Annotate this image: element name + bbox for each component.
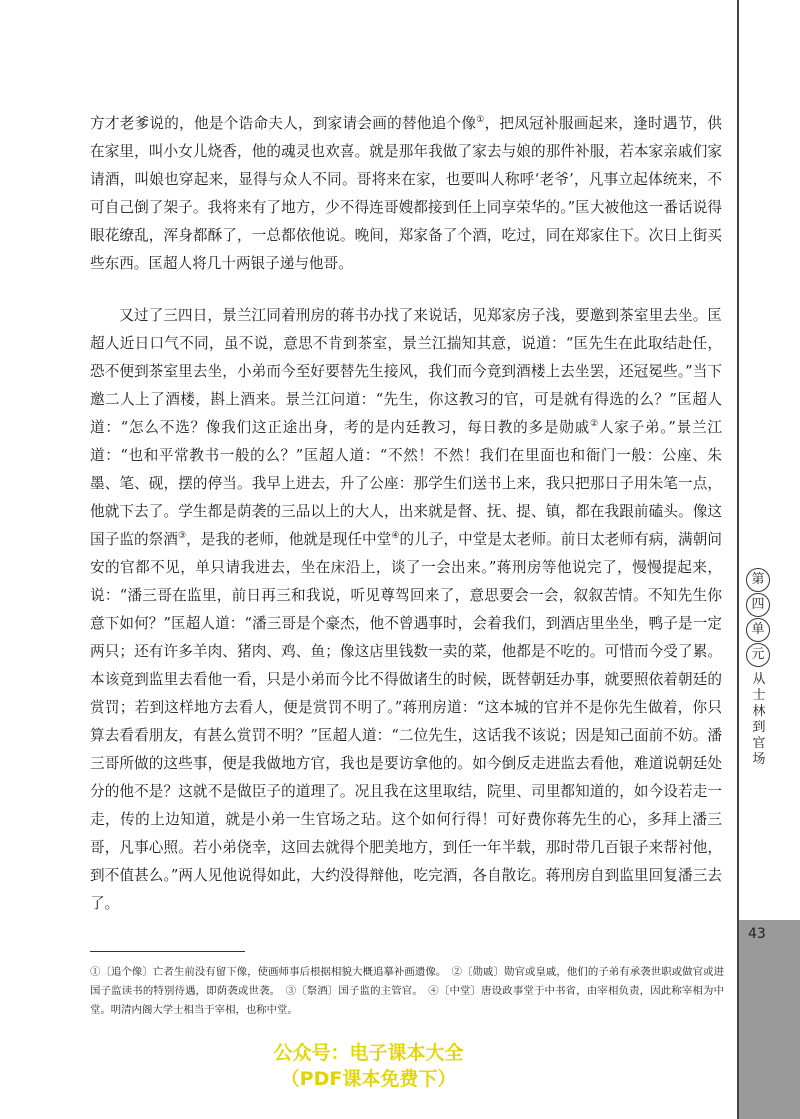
footnote-ref: ③ bbox=[177, 531, 187, 542]
page-number: 43 bbox=[748, 926, 766, 942]
text-run: 方才老爹说的，他是个诰命夫人，到家请会画的替他追个像 bbox=[90, 115, 477, 132]
text-run: 又过了三四日，景兰江同着刑房的蒋书办找了来说话，见郑家房子浅，要邀到茶室里去坐。匡超人近日口气不同，虽不说，意思不肯到茶室，景兰江揣知其意，说道：“匡先生在此取结赴任，恐不便到茶室里去坐，小弟而今至好要替先生接风，我们而今竟到酒楼上去坐罢，还冠冕些。”当下邀二人上了酒楼，斟上酒来。景兰江问道：“先生，你这教习的官，可是就有得选的么？”匡超人道：“怎么不选？像我们这正途出身，考的是内廷教习，每日教的多是勋戚 bbox=[90, 307, 722, 436]
unit-label bbox=[746, 568, 770, 668]
footnote-ref: ① bbox=[476, 115, 485, 126]
side-tab-lower bbox=[737, 920, 800, 1119]
side-tab-upper bbox=[737, 0, 800, 920]
footnote-divider bbox=[90, 951, 245, 952]
footnote-ref: ④ bbox=[391, 531, 400, 542]
text-run: 人家子弟。”景兰江道：“也和平常教书一般的么？”匡超人道：“不然！不然！我们在里面也和衙门一般：公座、朱墨、笔、砚，摆的停当。我早上进去，升了公座：那学生们送书上来，我只把那日子用朱笔一点，他就下去了。学生都是荫袭的三品以上的大人，出来就是督、抚、提、镇，都在我跟前磕头。像这国子监的祭酒 bbox=[90, 419, 722, 548]
footnote-ref: ② bbox=[590, 419, 599, 430]
unit-char: 元 bbox=[746, 643, 770, 667]
watermark-line: （PDF课本免费下） bbox=[280, 1068, 457, 1090]
text-run: ，把凤冠补服画起来，逢时遇节，供在家里，叫小女儿烧香，他的魂灵也欢喜。就是那年我做了家去与娘的那件补服，若本家亲戚们家请酒，叫娘也穿起来，显得与众人不同。哥将来在家，也要叫人称呼‘老爷’，凡事立起体统来，不可自己倒了架子。我将来有了地方，少不得连哥嫂都接到任上同享荣华的。”匡大被他这一番话说得眼花缭乱，浑身都酥了，一总都依他说。晚间，郑家备了个酒，吃过，同在郑家住下。次日上街买些东西。匡超人将几十两银子递与他哥。 bbox=[90, 115, 722, 272]
footnotes: ①〔追个像〕亡者生前没有留下像，使画师事后根据相貌大概追摹补画遗像。 ②〔勋戚〕勋官或皇戚，他们的子弟有承袭世职或做官或进国子监读书的特别待遇，即荫袭或世袭。 ③〔祭酒〕国子监的主管官。 ④〔中堂〕唐设政事堂于中书省，由宰相负责，因此称宰相为中堂。明清内阁大学士相当于宰相，也称中堂。 bbox=[90, 966, 724, 1016]
paragraph bbox=[90, 110, 722, 278]
watermark-line: 公众号：电子课本大全 bbox=[273, 1042, 464, 1064]
unit-char: 第 bbox=[746, 568, 770, 592]
text-run: ，是我的老师，他就是现任中堂 bbox=[186, 531, 392, 548]
unit-char: 单 bbox=[746, 618, 770, 642]
paragraph bbox=[90, 302, 722, 918]
unit-title: 从士林到官场 bbox=[752, 672, 766, 767]
side-tab bbox=[737, 0, 800, 1119]
body-text bbox=[90, 110, 722, 918]
unit-char: 四 bbox=[746, 593, 770, 617]
watermark bbox=[0, 1040, 737, 1092]
text-run: 的儿子，中堂是太老师。前日太老师有病，满朝问安的官都不见，单只请我进去，坐在床沿上，谈了一会出来。”蒋刑房等他说完了，慢慢提起来，说：“潘三哥在监里，前日再三和我说，听见尊驾回来了，意思要会一会，叙叙苦情。不知先生你意下如何？”匡超人道：“潘三哥是个豪杰，他不曾遇事时，会着我们，到酒店里坐坐，鸭子是一定两只；还有许多羊肉、猪肉、鸡、鱼；像这店里钱数一卖的菜，他都是不吃的。可惜而今受了累。本该竟到监里去看他一看，只是小弟而今比不得做诸生的时候，既替朝廷办事，就要照依着朝廷的赏罚；若到这样地方去看人，便是赏罚不明了。”蒋刑房道：“这本城的官并不是你先生做着，你只算去看看朋友，有甚么赏罚不明？”匡超人道：“二位先生，这话我不该说；因是知己面前不妨。潘三哥所做的这些事，便是我做地方官，我也是要访拿他的。如今倒反走进监去看他，难道说朝廷处分的他不是？这就不是做臣子的道理了。况且我在这里取结，院里、司里都知道的，如今设若走一走，传的上边知道，就是小弟一生官场之玷。这个如何行得！可好费你蒋先生的心，多拜上潘三哥，凡事心照。若小弟侥幸，这回去就得个肥美地方，到任一年半载，那时带几百银子来帮衬他，到不值甚么。”两人见他说得如此，大约没得辩他，吃完酒，各自散讫。蒋刑房自到监里回复潘三去了。 bbox=[90, 531, 722, 912]
